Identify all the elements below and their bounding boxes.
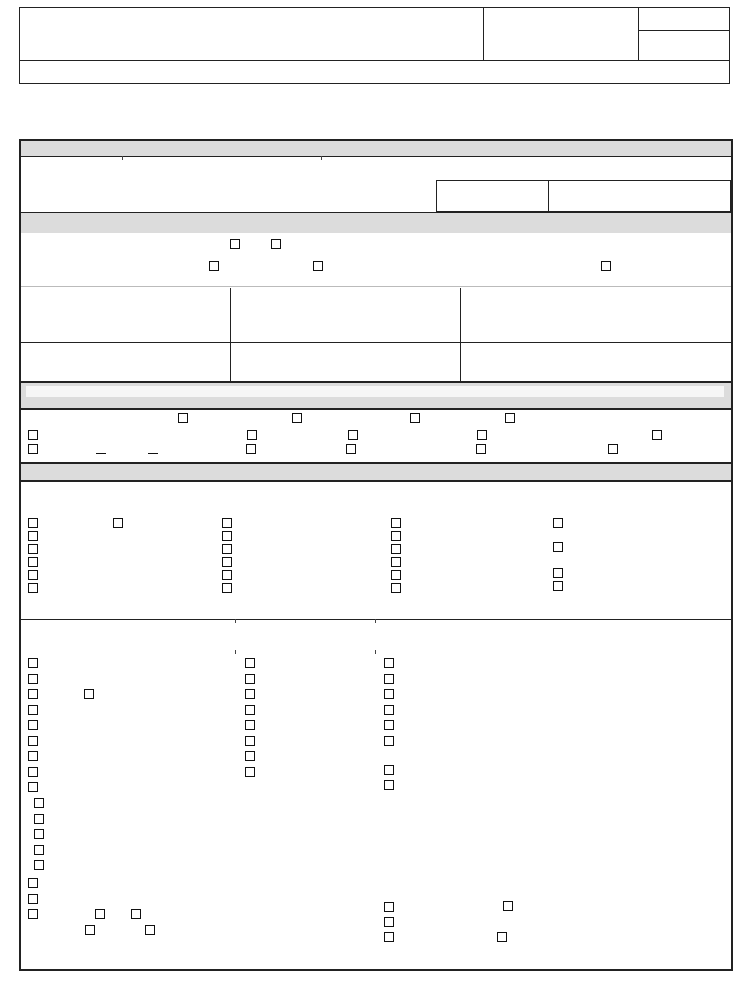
section-c-checkbox-10[interactable] [28, 444, 38, 454]
section-b-divider-2 [21, 342, 731, 343]
section-e-checkbox-12[interactable] [28, 909, 38, 919]
section-b-header [21, 212, 731, 233]
page-field[interactable] [641, 33, 728, 58]
date-separator-1 [96, 453, 106, 454]
section-e-checkbox-21[interactable] [245, 689, 255, 699]
section-e-checkbox-7[interactable] [28, 751, 38, 761]
section-d-checkbox-13[interactable] [222, 583, 232, 593]
section-e-checkbox-36[interactable] [384, 917, 394, 927]
section-e-checkbox-25[interactable] [245, 751, 255, 761]
section-e-checkbox-11[interactable] [28, 894, 38, 904]
section-e-checkbox-34[interactable] [384, 780, 394, 790]
header-right-split [638, 30, 730, 31]
section-d-checkbox-15[interactable] [391, 531, 401, 541]
section-d-checkbox-21[interactable] [553, 542, 563, 552]
section-d-checkbox-4[interactable] [28, 557, 38, 567]
section-d-checkbox-9[interactable] [222, 531, 232, 541]
section-e-checkbox-32[interactable] [384, 736, 394, 746]
section-d-checkbox-10[interactable] [222, 544, 232, 554]
section-e-checkbox-43[interactable] [497, 932, 507, 942]
section-c-checkbox-11[interactable] [246, 444, 256, 454]
section-b-checkbox-4[interactable] [313, 261, 323, 271]
section-d-checkbox-17[interactable] [391, 557, 401, 567]
date-separator-2 [148, 453, 158, 454]
section-e-checkbox-37[interactable] [384, 932, 394, 942]
section-c-header-line [21, 408, 731, 410]
header-col-divider-2 [638, 7, 639, 60]
section-e-checkbox-17[interactable] [34, 860, 44, 870]
section-e-checkbox-35[interactable] [384, 902, 394, 912]
section-d-checkbox-22[interactable] [553, 568, 563, 578]
section-b-field-3[interactable] [462, 290, 730, 340]
section-d-checkbox-8[interactable] [222, 518, 232, 528]
section-d-checkbox-3[interactable] [28, 544, 38, 554]
section-e-checkbox-29[interactable] [384, 689, 394, 699]
header-col-divider-1 [483, 7, 484, 60]
section-b-field-4[interactable] [22, 344, 228, 380]
section-e-checkbox-14[interactable] [34, 814, 44, 824]
section-e-checkbox-22[interactable] [245, 705, 255, 715]
section-e-checkbox-9[interactable] [28, 782, 38, 792]
section-d-checkbox-23[interactable] [553, 581, 563, 591]
section-b-checkbox-2[interactable] [271, 239, 281, 249]
section-e-checkbox-42[interactable] [503, 901, 513, 911]
section-a-box-2[interactable] [548, 180, 731, 212]
section-e-checkbox-31[interactable] [384, 720, 394, 730]
section-c-checkbox-3[interactable] [410, 413, 420, 423]
section-e-checkbox-39[interactable] [131, 909, 141, 919]
main-form [19, 139, 733, 971]
section-b-field-1[interactable] [22, 290, 228, 340]
section-e-checkbox-10[interactable] [28, 878, 38, 888]
section-d-checkbox-5[interactable] [28, 570, 38, 580]
section-b-field-6[interactable] [462, 344, 730, 380]
section-d-header-line [21, 480, 731, 482]
form-title-field[interactable] [22, 10, 480, 58]
section-e-checkbox-40[interactable] [85, 925, 95, 935]
section-d-checkbox-2[interactable] [28, 531, 38, 541]
section-d-header [21, 464, 731, 480]
section-b-field-2[interactable] [232, 290, 458, 340]
section-e-tick-4 [375, 650, 376, 654]
section-c-checkbox-2[interactable] [292, 413, 302, 423]
section-c-checkbox-7[interactable] [348, 430, 358, 440]
section-e-checkbox-18[interactable] [84, 689, 94, 699]
section-c-checkbox-12[interactable] [346, 444, 356, 454]
section-b-header-line [21, 212, 731, 213]
section-c-checkbox-5[interactable] [28, 430, 38, 440]
section-e-checkbox-27[interactable] [384, 658, 394, 668]
section-e-tick-3 [235, 650, 236, 654]
section-a-header [21, 141, 731, 156]
section-b-divider-1 [21, 286, 731, 287]
section-e-checkbox-2[interactable] [28, 674, 38, 684]
section-e-checkbox-5[interactable] [28, 720, 38, 730]
section-e-checkbox-38[interactable] [95, 909, 105, 919]
section-d-checkbox-14[interactable] [391, 518, 401, 528]
section-d-checkbox-18[interactable] [391, 570, 401, 580]
section-d-checkbox-16[interactable] [391, 544, 401, 554]
section-d-checkbox-19[interactable] [391, 583, 401, 593]
header-divider [19, 60, 730, 61]
section-d-checkbox-1[interactable] [28, 518, 38, 528]
section-e-checkbox-33[interactable] [384, 765, 394, 775]
section-b-checkbox-5[interactable] [601, 261, 611, 271]
section-c-checkbox-14[interactable] [608, 444, 618, 454]
section-d-checkbox-20[interactable] [553, 518, 563, 528]
section-e-checkbox-3[interactable] [28, 689, 38, 699]
section-b-col-1 [230, 288, 231, 382]
section-e-checkbox-23[interactable] [245, 720, 255, 730]
section-c-checkbox-4[interactable] [505, 413, 515, 423]
section-c-header-inner [26, 386, 724, 397]
section-e-checkbox-16[interactable] [34, 845, 44, 855]
section-e-checkbox-15[interactable] [34, 829, 44, 839]
section-c-checkbox-9[interactable] [652, 430, 662, 440]
section-c-checkbox-13[interactable] [476, 444, 486, 454]
section-e-checkbox-8[interactable] [28, 767, 38, 777]
section-c-checkbox-8[interactable] [477, 430, 487, 440]
form-number-field[interactable] [486, 10, 636, 58]
section-e-tick-2 [375, 619, 376, 623]
section-e-checkbox-26[interactable] [245, 767, 255, 777]
section-c-checkbox-1[interactable] [178, 413, 188, 423]
section-d-checkbox-7[interactable] [113, 518, 123, 528]
section-c-checkbox-6[interactable] [247, 430, 257, 440]
section-d-checkbox-11[interactable] [222, 557, 232, 567]
section-b-checkbox-3[interactable] [209, 261, 219, 271]
section-e-checkbox-6[interactable] [28, 736, 38, 746]
section-a-header-line [21, 156, 731, 157]
section-a-box-1[interactable] [436, 180, 549, 212]
section-e-checkbox-13[interactable] [34, 798, 44, 808]
section-e-checkbox-41[interactable] [145, 925, 155, 935]
section-d-checkbox-6[interactable] [28, 583, 38, 593]
section-e-checkbox-28[interactable] [384, 674, 394, 684]
section-e-checkbox-4[interactable] [28, 705, 38, 715]
revision-field[interactable] [641, 10, 728, 29]
section-d-checkbox-12[interactable] [222, 570, 232, 580]
section-e-checkbox-19[interactable] [245, 658, 255, 668]
section-b-field-5[interactable] [232, 344, 458, 380]
section-a-field[interactable] [22, 158, 435, 210]
section-b-checkbox-1[interactable] [230, 239, 240, 249]
section-d-bottom-line [21, 619, 731, 620]
section-e-checkbox-1[interactable] [28, 658, 38, 668]
section-e-tick-1 [235, 619, 236, 623]
section-b-col-2 [460, 288, 461, 382]
section-e-checkbox-20[interactable] [245, 674, 255, 684]
header-info-field[interactable] [22, 62, 727, 82]
section-e-checkbox-30[interactable] [384, 705, 394, 715]
section-e-checkbox-24[interactable] [245, 736, 255, 746]
